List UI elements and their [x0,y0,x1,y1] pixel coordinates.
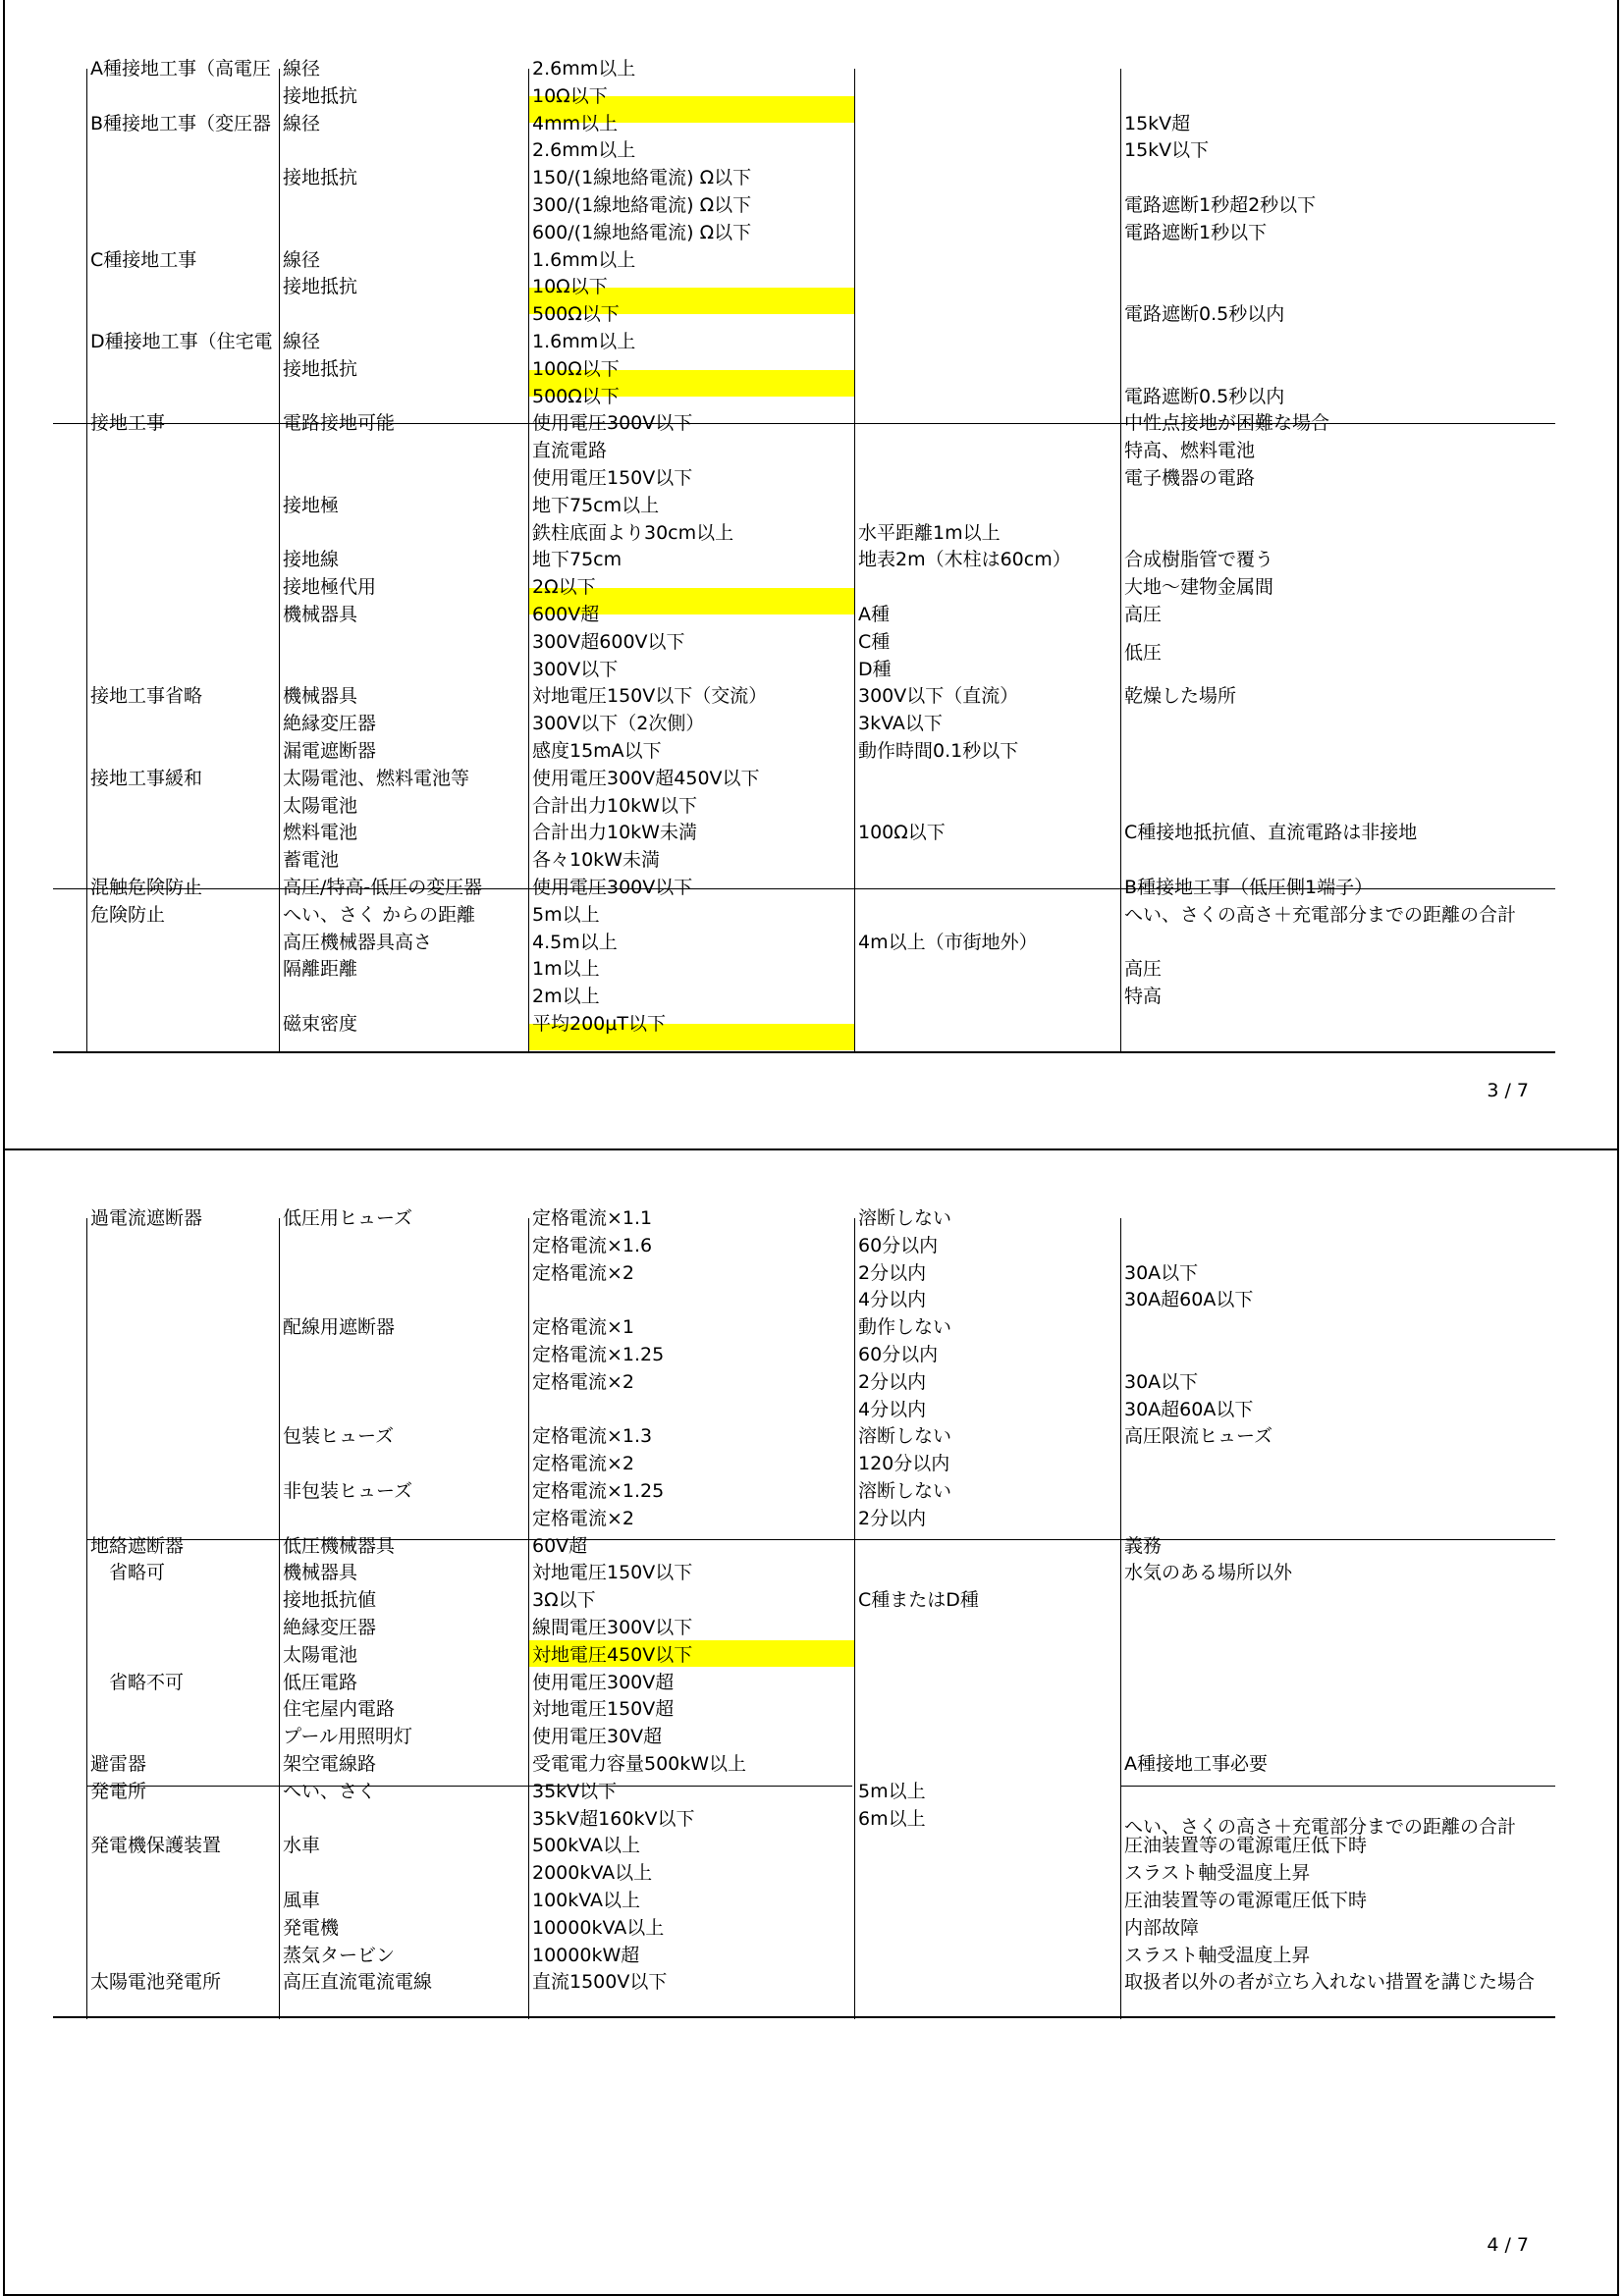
value-cell: 使用電圧150V以下 [532,467,693,489]
value-cell: 300V以下 [532,658,619,680]
condition-cell: C種またはD種 [858,1589,979,1612]
condition-cell: 120分以内 [858,1453,950,1475]
category-cell: B種接地工事（変圧器 [90,112,272,134]
condition-cell: 100Ω以下 [858,822,946,844]
value-cell: 10Ω以下 [532,276,608,298]
note-cell: 30A超60A以下 [1124,1398,1254,1420]
item-cell: 低圧電路 [283,1671,358,1693]
item-cell: プール用照明灯 [283,1726,413,1748]
item-cell: 線径 [283,248,321,271]
item-cell: 蓄電池 [283,849,340,872]
value-cell: 使用電圧300V以下 [532,412,693,435]
category-cell: A種接地工事（高電圧 [90,58,271,80]
item-cell: 接地線 [283,549,340,571]
condition-cell: 6m以上 [858,1807,926,1830]
condition-cell: 水平距離1m以上 [858,521,1001,544]
value-cell: 定格電流×1.3 [532,1425,653,1448]
value-cell: 10Ω以下 [532,84,608,107]
item-cell: 機械器具 [283,604,358,625]
condition-cell: 60分以内 [858,1344,939,1365]
category-cell: 接地工事緩和 [90,767,203,789]
note-cell: 高圧限流ヒューズ [1124,1425,1273,1448]
item-cell: 高圧直流電流電線 [283,1971,433,1994]
value-cell: 1m以上 [532,958,600,981]
value-cell: 合計出力10kW未満 [532,822,697,844]
value-cell: 定格電流×2 [532,1370,635,1393]
value-cell: 600/(1線地絡電流) Ω以下 [532,221,752,243]
category-cell: 混触危険防止 [90,877,203,898]
condition-cell: 地表2m（木柱は60cm） [858,549,1071,571]
category-cell: 接地工事 [90,412,166,435]
condition-cell: 2分以内 [858,1370,927,1393]
item-cell: 太陽電池 [283,1643,358,1666]
value-cell: 500kVA以上 [532,1835,641,1857]
value-cell: 2.6mm以上 [532,139,636,162]
value-cell: 300/(1線地絡電流) Ω以下 [532,194,752,216]
value-cell: 定格電流×1 [532,1316,635,1339]
item-cell: 風車 [283,1890,321,1911]
value-cell: 2000kVA以上 [532,1862,653,1885]
item-cell: 隔離距離 [283,958,358,981]
note-cell: 電路遮断0.5秒以内 [1124,385,1285,407]
item-cell: 水車 [283,1835,321,1857]
value-cell: 2m以上 [532,986,600,1008]
item-cell: 線径 [283,112,321,134]
note-cell: 乾燥した場所 [1124,685,1237,708]
value-cell: 4.5m以上 [532,931,618,953]
category-cell: 発電機保護装置 [90,1835,222,1857]
item-cell: 電路接地可能 [283,412,396,435]
category-cell: 省略不可 [90,1671,185,1693]
column-divider [854,69,855,1053]
item-cell: へい、さく からの距離 [283,903,476,926]
value-cell: 4mm以上 [532,112,619,134]
value-cell: 受電電力容量500kW以上 [532,1753,747,1775]
condition-cell: 動作しない [858,1316,952,1339]
category-cell: 発電所 [90,1780,147,1802]
value-cell: 鉄柱底面より30cm以上 [532,521,734,544]
value-cell: 1.6mm以上 [532,248,636,271]
note-cell: へい、さくの高さ＋充電部分までの距離の合計 [1124,1815,1517,1838]
item-cell: 磁束密度 [283,1013,358,1035]
condition-cell: 動作時間0.1秒以下 [858,740,1019,762]
item-cell: 燃料電池 [283,822,358,844]
value-cell: 平均200μT以下 [532,1013,666,1035]
value-cell: 使用電圧300V超 [532,1671,675,1693]
value-cell: 地下75cm以上 [532,494,660,516]
note-cell: 30A超60A以下 [1124,1289,1254,1311]
note-cell: 特高、燃料電池 [1124,440,1256,462]
category-cell: 危険防止 [90,903,166,926]
column-divider [279,69,280,1053]
item-cell: 絶縁変圧器 [283,713,377,735]
item-cell: 高圧機械器具高さ [283,931,433,953]
value-cell: 35kV以下 [532,1780,618,1802]
category-cell: 過電流遮断器 [90,1207,203,1229]
column-divider [86,1218,87,2019]
value-cell: 定格電流×2 [532,1261,635,1284]
note-cell: 特高 [1124,986,1163,1008]
value-cell: 3Ω以下 [532,1589,596,1612]
note-cell: 圧油装置等の電源電圧低下時 [1124,1890,1368,1911]
condition-cell: 4m以上（市街地外） [858,931,1038,953]
condition-cell: 4分以内 [858,1289,927,1311]
value-cell: 対地電圧150V超 [532,1698,675,1721]
value-cell: 使用電圧30V超 [532,1726,663,1748]
value-cell: 対地電圧150V以下（交流） [532,685,768,708]
value-cell: 500Ω以下 [532,385,620,407]
document-page-4 [3,1148,1619,2296]
item-cell: 低圧機械器具 [283,1534,396,1557]
item-cell: 接地極 [283,494,340,516]
note-cell: 電子機器の電路 [1124,467,1256,489]
document-page-3 [3,0,1619,1150]
item-cell: 高圧/特高-低圧の変圧器 [283,877,483,898]
column-divider [86,69,87,1053]
condition-cell: 溶断しない [858,1207,952,1229]
page-number: 3 / 7 [1487,1080,1529,1101]
value-cell: 5m以上 [532,903,600,926]
value-cell: 35kV超160kV以下 [532,1807,695,1830]
value-cell: 100Ω以下 [532,357,620,380]
value-cell: 定格電流×1.6 [532,1234,653,1256]
value-cell: 10000kVA以上 [532,1916,665,1939]
column-divider [1120,69,1121,1053]
note-cell: 15kV超 [1124,112,1191,134]
item-cell: 線径 [283,331,321,352]
value-cell: 対地電圧150V以下 [532,1562,693,1584]
value-cell: 600V超 [532,604,600,625]
value-cell: 定格電流×2 [532,1453,635,1475]
note-cell: 低圧 [1124,641,1163,664]
item-cell: 接地極代用 [283,576,377,599]
note-cell: 高圧 [1124,604,1163,625]
value-cell: 500Ω以下 [532,303,620,326]
value-cell: 直流電路 [532,440,608,462]
note-cell: 水気のある場所以外 [1124,1562,1293,1584]
note-cell: 合成樹脂管で覆う [1124,549,1274,571]
item-cell: へい、さく [283,1780,377,1802]
condition-cell: D種 [858,658,892,680]
item-cell: 蒸気タービン [283,1944,396,1966]
value-cell: 150/(1線地絡電流) Ω以下 [532,167,752,189]
item-cell: 包装ヒューズ [283,1425,395,1448]
note-cell: 大地～建物金属間 [1124,576,1274,599]
value-cell: 地下75cm [532,549,623,571]
note-cell: 取扱者以外の者が立ち入れない措置を講じた場合 [1124,1971,1536,1994]
item-cell: 接地抵抗 [283,84,358,107]
value-cell: 定格電流×1.25 [532,1480,665,1502]
item-cell: 住宅屋内電路 [283,1698,396,1721]
column-divider [279,1218,280,2019]
condition-cell: C種 [858,630,891,653]
category-cell: 地絡遮断器 [90,1534,185,1557]
item-cell: 架空電線路 [283,1753,377,1775]
value-cell: 2.6mm以上 [532,58,636,80]
condition-cell: 4分以内 [858,1398,927,1420]
condition-cell: 溶断しない [858,1425,952,1448]
value-cell: 線間電圧300V以下 [532,1617,693,1638]
note-cell: 中性点接地が困難な場合 [1124,412,1330,435]
value-cell: 100kVA以上 [532,1890,641,1911]
note-cell: 高圧 [1124,958,1163,981]
section-divider [1120,1786,1555,1787]
value-cell: 直流1500V以下 [532,1971,668,1994]
value-cell: 定格電流×1.25 [532,1344,665,1365]
category-cell: 接地工事省略 [90,685,203,708]
item-cell: 絶縁変圧器 [283,1617,377,1638]
value-cell: 合計出力10kW以下 [532,794,697,817]
value-cell: 1.6mm以上 [532,331,636,352]
item-cell: 発電機 [283,1916,340,1939]
condition-cell: 2分以内 [858,1261,927,1284]
item-cell: 機械器具 [283,1562,358,1584]
note-cell: スラスト軸受温度上昇 [1124,1862,1311,1885]
value-cell: 使用電圧300V以下 [532,877,693,898]
item-cell: 太陽電池、燃料電池等 [283,767,470,789]
item-cell: 接地抵抗値 [283,1589,377,1612]
note-cell: C種接地抵抗値、直流電路は非接地 [1124,822,1418,844]
table-bottom-border [53,2016,1555,2018]
value-cell: 各々10kW未満 [532,849,660,872]
category-cell: D種接地工事（住宅電 [90,331,273,352]
column-divider [528,1218,529,2019]
regulation-table-page-4 [53,1207,1555,2019]
value-cell: 60V超 [532,1534,588,1557]
column-divider [1120,1218,1121,2019]
condition-cell: 溶断しない [858,1480,952,1502]
note-cell: 30A以下 [1124,1370,1199,1393]
regulation-table-page-3 [53,58,1555,1053]
item-cell: 接地抵抗 [283,276,358,298]
note-cell: 30A以下 [1124,1261,1199,1284]
note-cell: スラスト軸受温度上昇 [1124,1944,1311,1966]
note-cell: 義務 [1124,1534,1163,1557]
note-cell: 15kV以下 [1124,139,1210,162]
condition-cell: 60分以内 [858,1234,939,1256]
note-cell: 電路遮断0.5秒以内 [1124,303,1285,326]
column-divider [528,69,529,1053]
condition-cell: 5m以上 [858,1780,926,1802]
column-divider [854,1218,855,2019]
item-cell: 接地抵抗 [283,167,358,189]
item-cell: 低圧用ヒューズ [283,1207,413,1229]
category-cell: 避雷器 [90,1753,147,1775]
table-bottom-border [53,1051,1555,1053]
item-cell: 機械器具 [283,685,358,708]
value-cell: 感度15mA以下 [532,740,662,762]
value-cell: 定格電流×1.1 [532,1207,653,1229]
category-cell: 太陽電池発電所 [90,1971,222,1994]
item-cell: 非包装ヒューズ [283,1480,413,1502]
value-cell: 対地電圧450V以下 [532,1643,693,1666]
item-cell: 線径 [283,58,321,80]
note-cell: 電路遮断1秒以下 [1124,221,1268,243]
value-cell: 2Ω以下 [532,576,596,599]
category-cell: 省略可 [90,1562,166,1584]
note-cell: B種接地工事（低圧側1端子） [1124,877,1374,898]
value-cell: 10000kW超 [532,1944,640,1966]
condition-cell: 2分以内 [858,1507,927,1529]
note-cell: 内部故障 [1124,1916,1200,1939]
item-cell: 太陽電池 [283,794,358,817]
note-cell: 電路遮断1秒超2秒以下 [1124,194,1317,216]
value-cell: 使用電圧300V超450V以下 [532,767,760,789]
page-number: 4 / 7 [1487,2234,1529,2256]
note-cell: 圧油装置等の電源電圧低下時 [1124,1835,1368,1857]
item-cell: 漏電遮断器 [283,740,377,762]
item-cell: 接地抵抗 [283,357,358,380]
note-cell: へい、さくの高さ＋充電部分までの距離の合計 [1124,903,1517,926]
value-cell: 定格電流×2 [532,1507,635,1529]
category-cell: C種接地工事 [90,248,197,271]
condition-cell: 3kVA以下 [858,713,943,735]
value-cell: 300V以下（2次側） [532,713,705,735]
item-cell: 配線用遮断器 [283,1316,396,1339]
condition-cell: 300V以下（直流） [858,685,1019,708]
note-cell: A種接地工事必要 [1124,1753,1268,1775]
condition-cell: A種 [858,604,890,625]
value-cell: 300V超600V以下 [532,630,685,653]
